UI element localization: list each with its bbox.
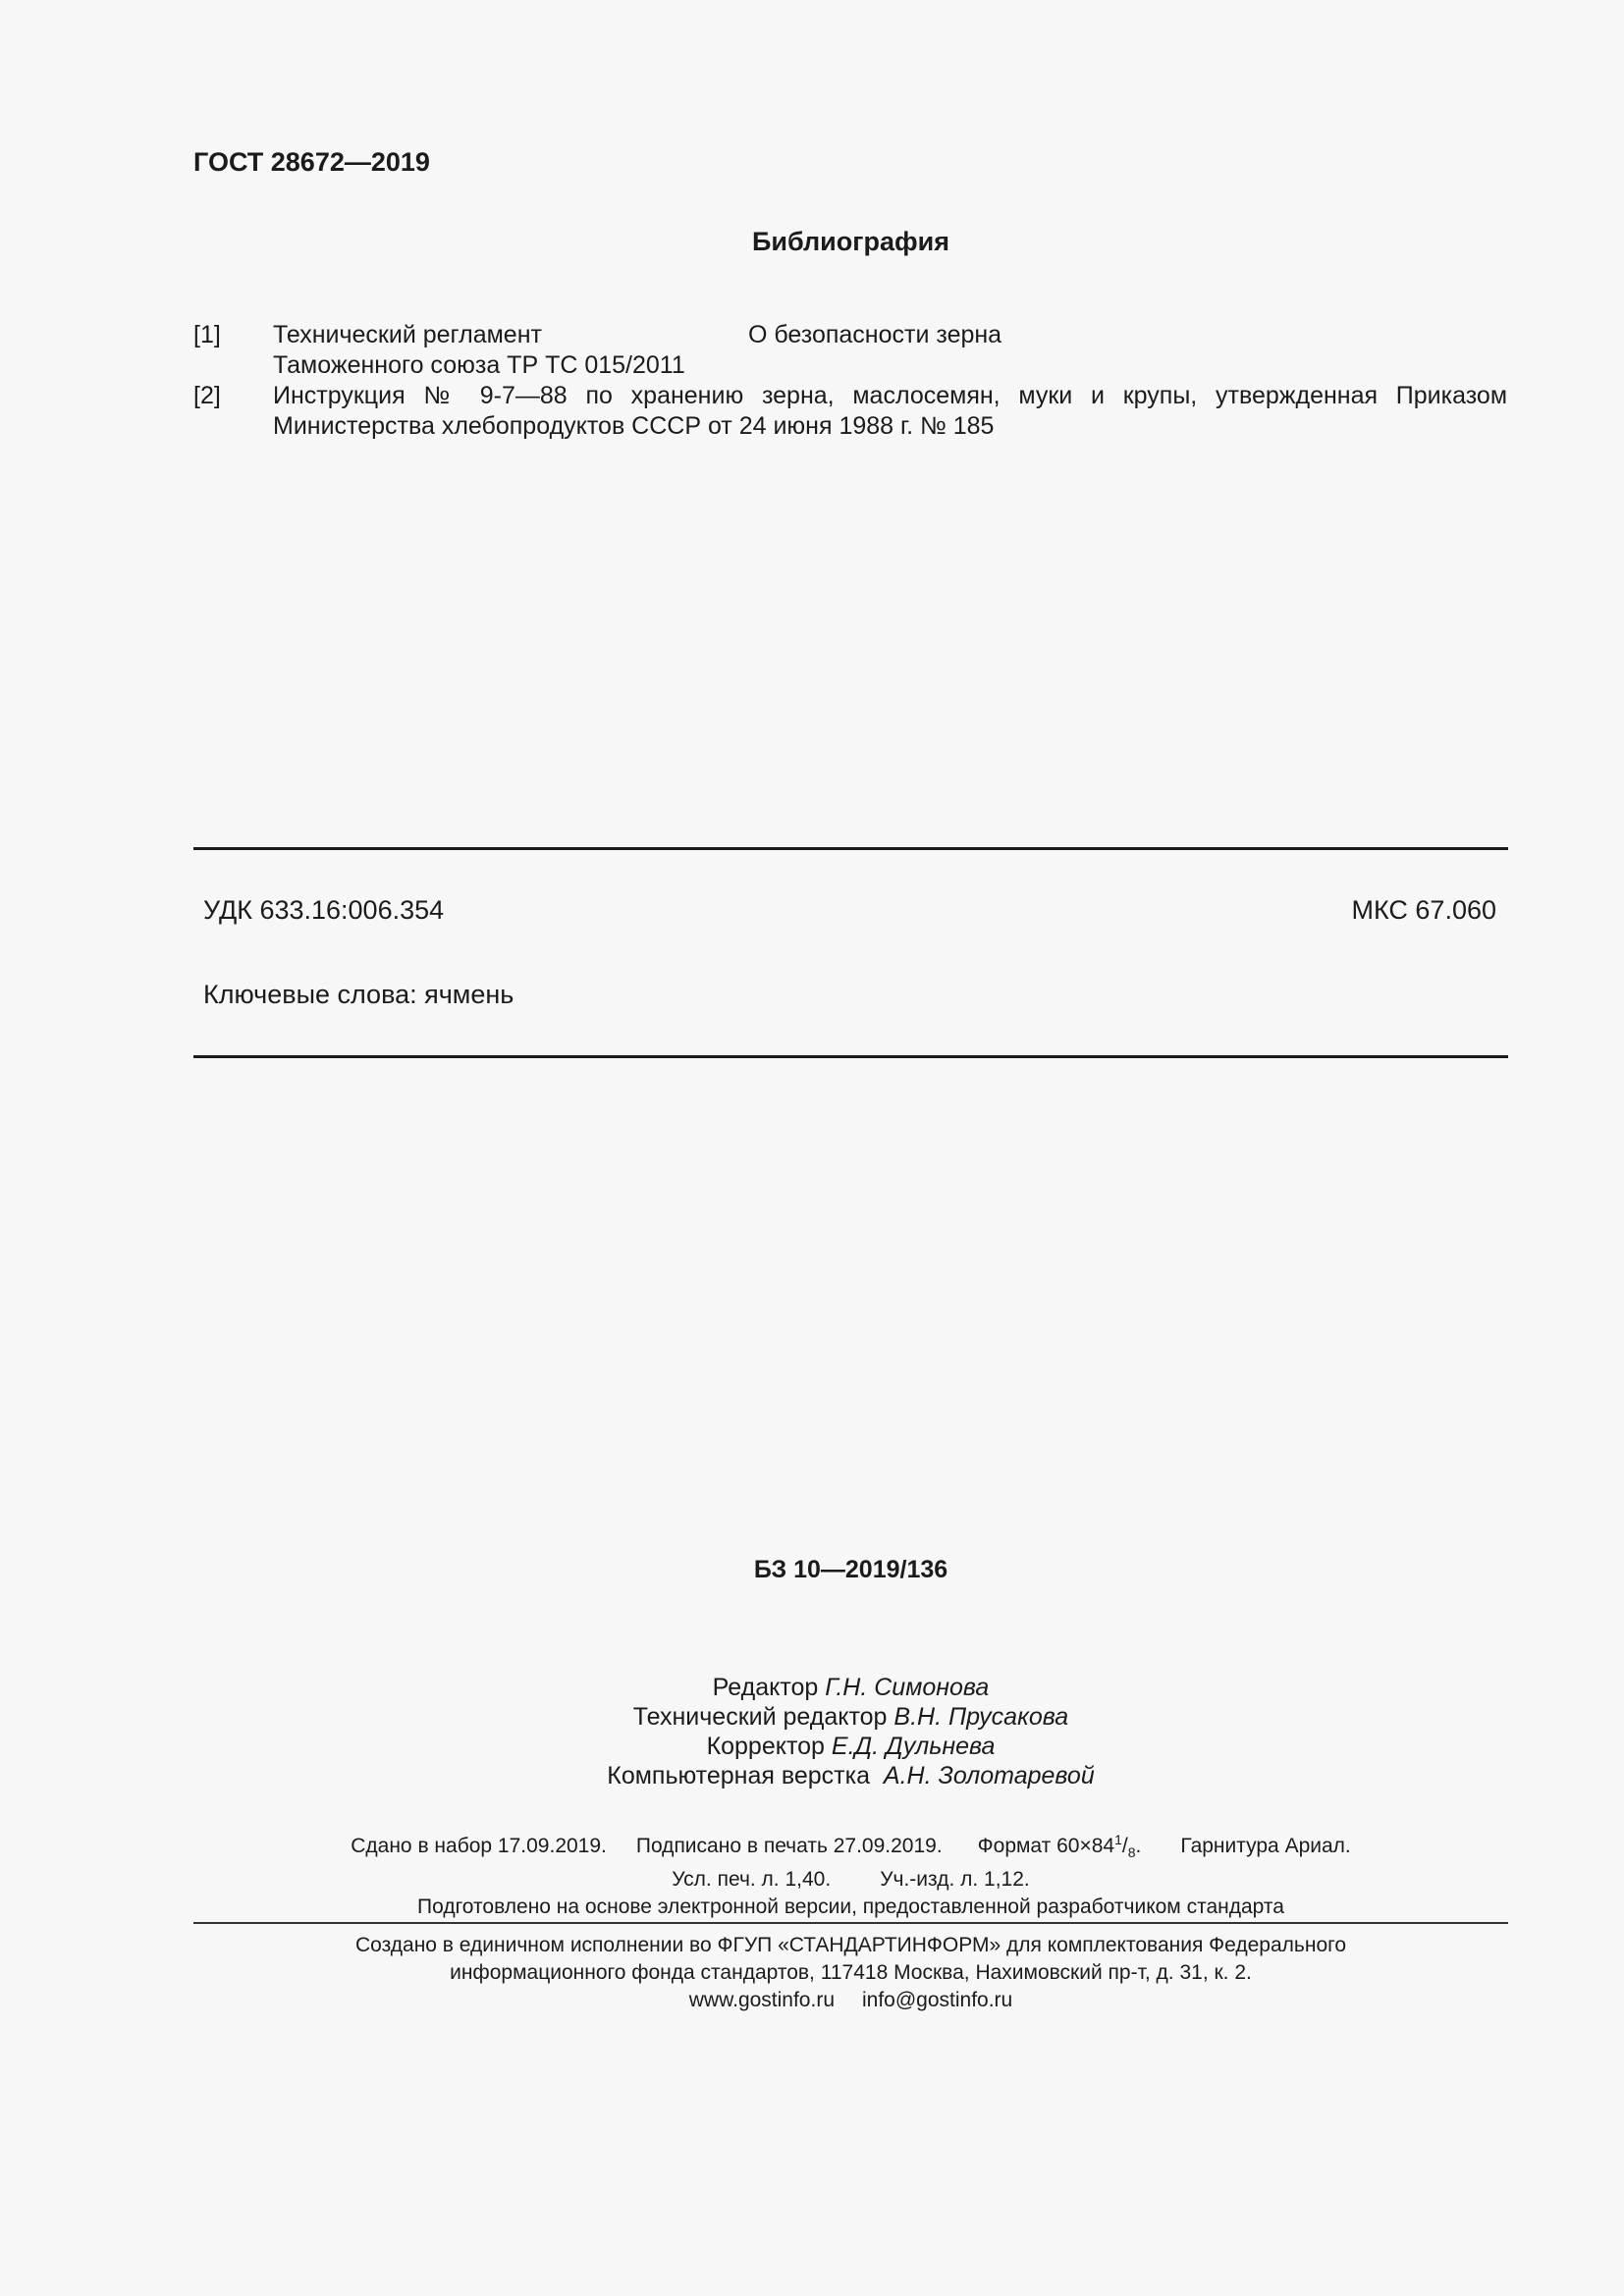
imprint-line [0,1866,1624,1894]
imprint-block [0,1826,1624,1921]
format-prefix: Формат 60×84 [977,1835,1115,1857]
credit-name: Г.Н. Симонова [825,1674,990,1701]
publisher-website-link[interactable]: www.gostinfo.ru [688,1989,835,2011]
document-code: ГОСТ 28672—2019 [193,147,430,177]
reference-number: [2] [193,382,221,409]
divider-line [193,847,1508,850]
credits-block [0,1673,1624,1790]
format-numerator: 1 [1114,1832,1122,1847]
imprint-uch: Уч.-изд. л. 1,12. [880,1868,1030,1892]
reference-title: О безопасности зерна [748,321,1002,348]
publisher-block [0,1932,1624,2014]
credit-name: А.Н. Золотаревой [883,1762,1095,1789]
imprint-sent: Сдано в набор 17.09.2019. [351,1835,607,1857]
reference-text [273,320,685,381]
imprint-signed: Подписано в печать 27.09.2019. [635,1835,943,1857]
reference-text: Инструкция № 9-7—88 по хранению зерна, маслосемян, муки и крупы, утвержденная Приказом Министерства хлебопродуктов СССР от 24 июня 1988 г. № 185 [273,382,1507,440]
udk-code: УДК 633.16:006.354 [203,895,445,925]
credit-line [0,1702,1624,1732]
credit-line [0,1732,1624,1761]
bz-number: БЗ 10—2019/136 [753,1556,948,1583]
format-suffix: . [1135,1835,1142,1857]
reference-line: Технический регламент [273,321,542,348]
format-denominator: 8 [1127,1844,1136,1861]
bibliography-title: Библиография [752,227,949,256]
imprint-format: Формат $60\times 84^1/_8$. [977,1832,1142,1861]
credit-line [0,1673,1624,1702]
publisher-line: информационного фонда стандартов, 117418 Москва, Нахимовский пр-т, д. 31, к. 2. [450,1961,1252,1984]
reference-number: [1] [193,321,221,348]
imprint-line [0,1826,1624,1866]
keywords: Ключевые слова: ячмень [203,980,514,1009]
credit-role: Компьютерная верстка [607,1762,870,1789]
credit-name: Е.Д. Дульнева [831,1733,996,1760]
imprint-font: Гарнитура Ариал. [1180,1835,1351,1857]
credit-line [0,1761,1624,1790]
publisher-contacts [0,1987,1624,2014]
publisher-email-link[interactable]: info@gostinfo.ru [862,1989,1013,2011]
credit-role: Редактор [712,1674,819,1701]
reference-line: Таможенного союза ТР ТС 015/2011 [273,351,685,379]
publisher-line: Создано в единичном исполнении во ФГУП «СТАНДАРТИНФОРМ» для комплектования Федерального [354,1934,1346,1956]
imprint-usl: Усл. печ. л. 1,40. [672,1868,832,1892]
credit-name: В.Н. Прусакова [893,1703,1069,1731]
credit-role: Корректор [706,1733,825,1760]
imprint-prepared: Подготовлено на основе электронной версии, предоставленной разработчиком стандарта [417,1896,1284,1919]
divider-line [193,1055,1508,1058]
divider-line [193,1922,1508,1924]
credit-role: Технический редактор [632,1703,888,1731]
mks-code: МКС 67.060 [1351,895,1496,925]
